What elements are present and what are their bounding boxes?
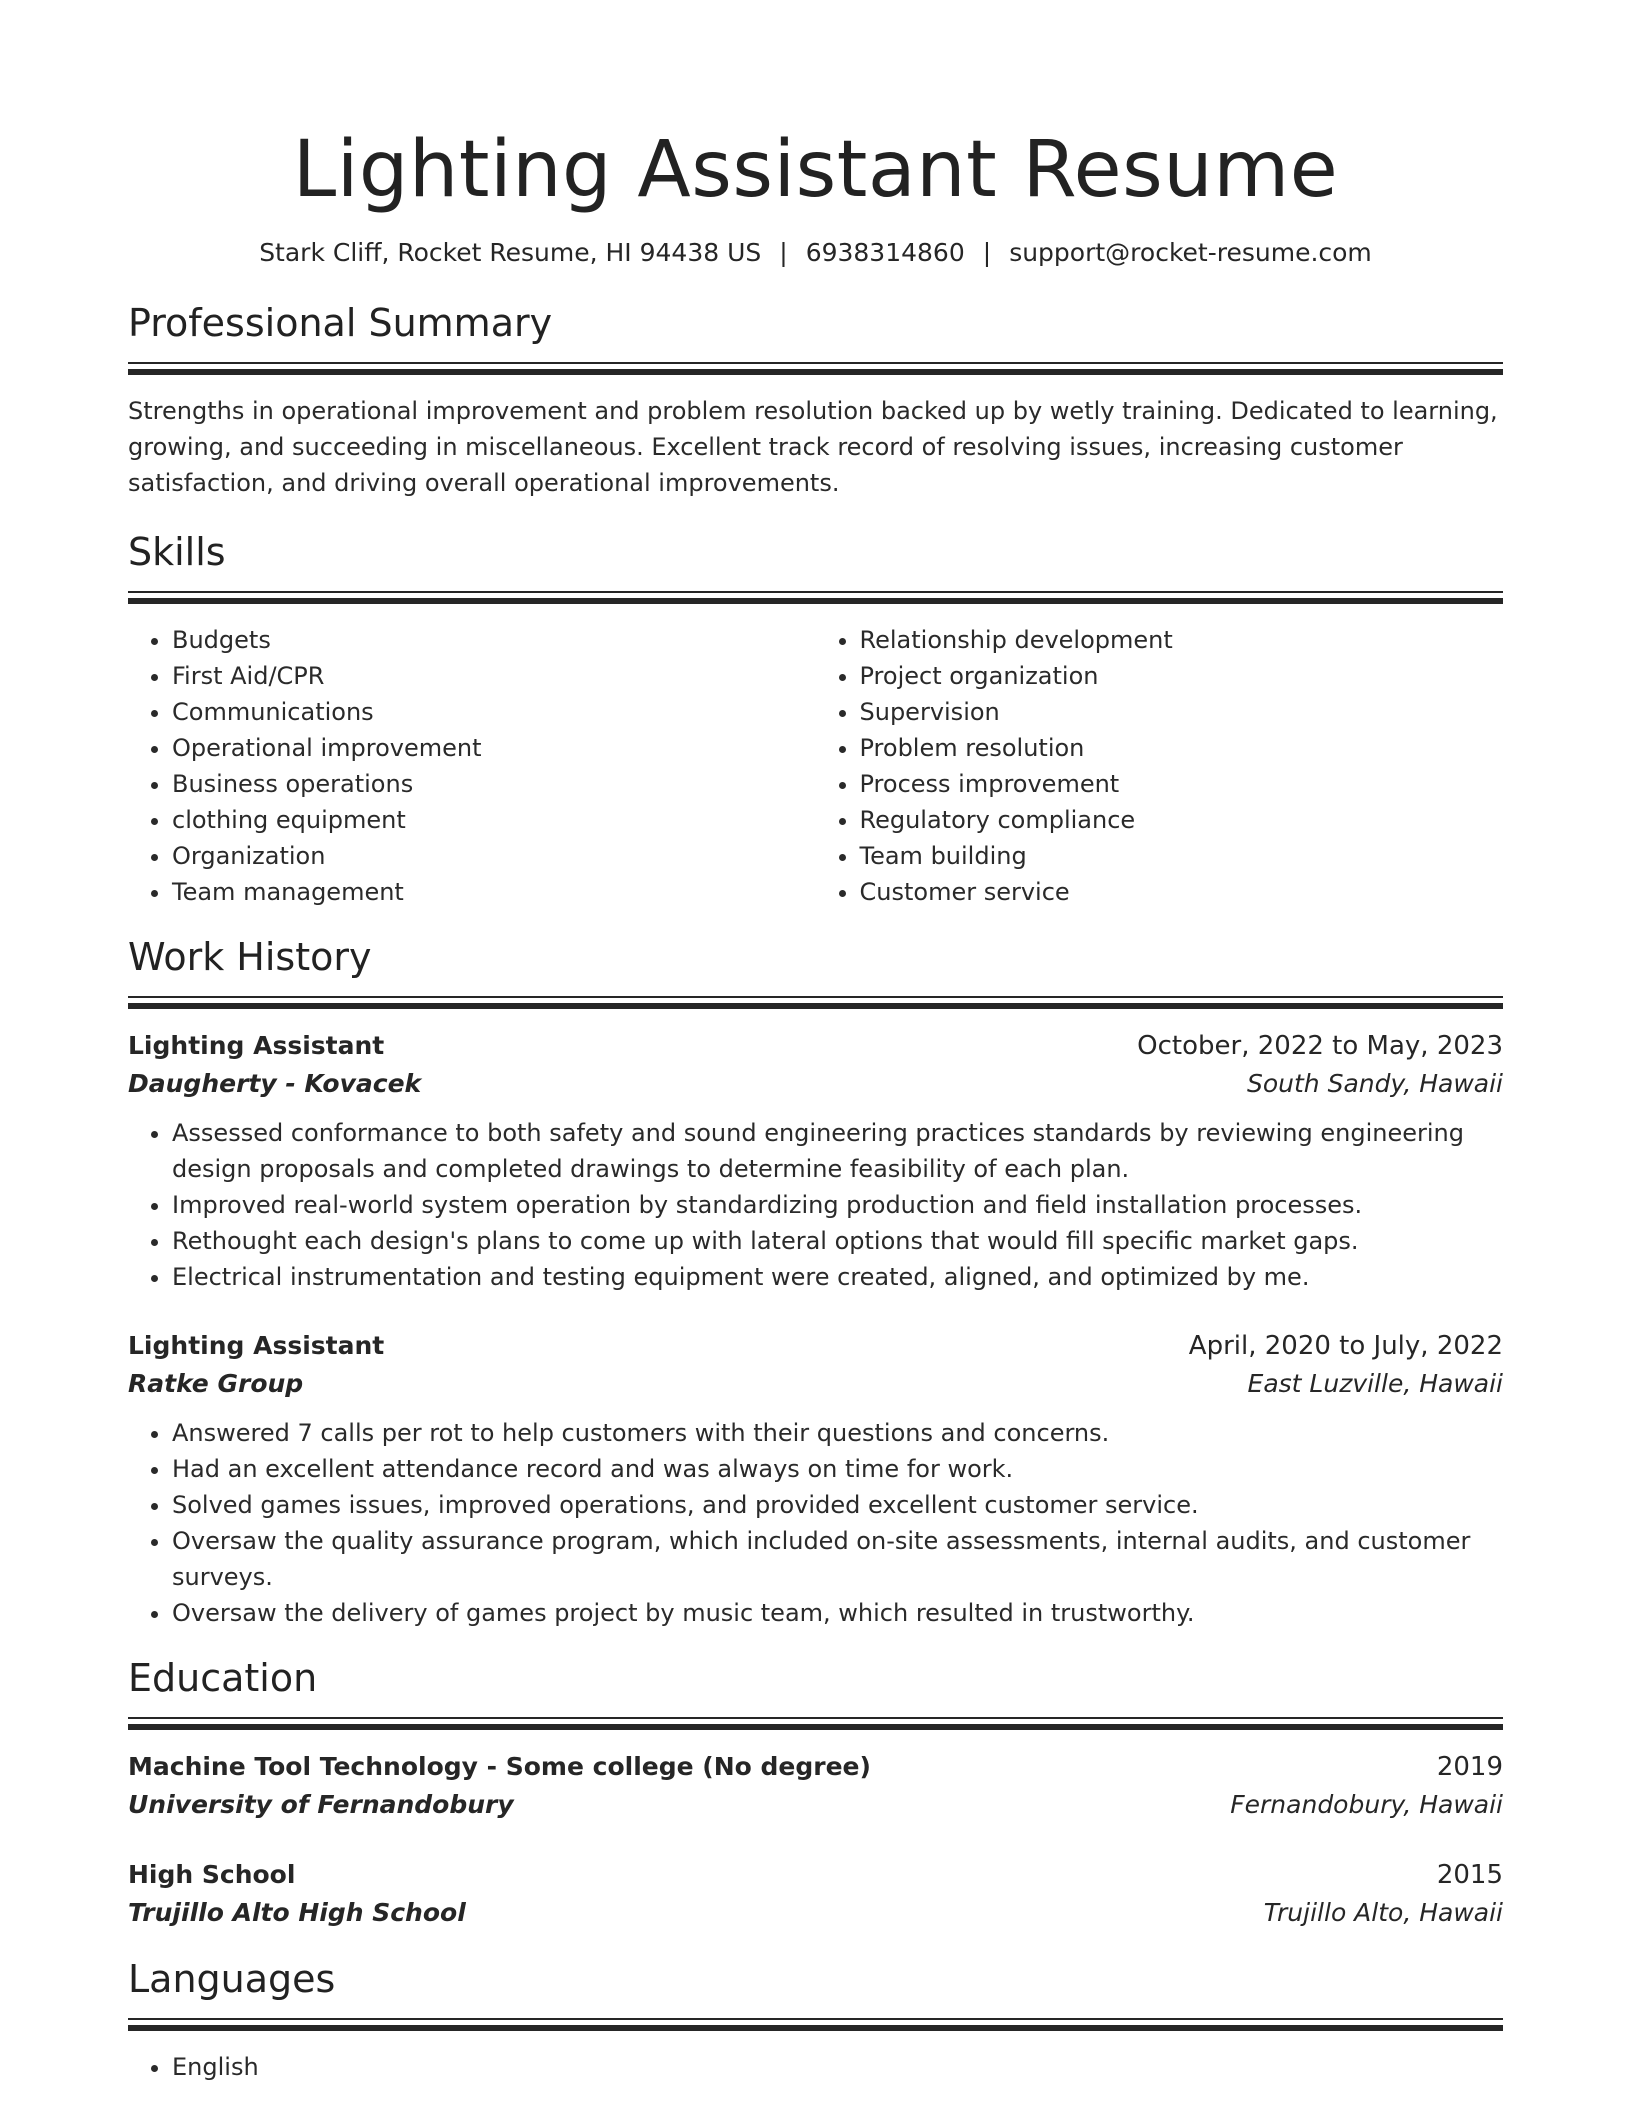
job-title: Lighting Assistant bbox=[128, 1031, 385, 1060]
job-bullets bbox=[128, 1415, 1503, 1631]
education-entry bbox=[128, 1856, 1503, 1932]
job-company: Daugherty - Kovacek bbox=[128, 1069, 422, 1098]
job-dates: October, 2022 to May, 2023 bbox=[1137, 1031, 1503, 1061]
job-entry bbox=[128, 1327, 1503, 1631]
job-dates: April, 2020 to July, 2022 bbox=[1188, 1331, 1503, 1361]
resume-title: Lighting Assistant Resume bbox=[292, 125, 1339, 215]
education-entry bbox=[128, 1748, 1503, 1824]
summary-section bbox=[128, 300, 1503, 501]
contact-email[interactable]: support@rocket-resume.com bbox=[1009, 238, 1372, 267]
work-section bbox=[128, 934, 1503, 1631]
education-school: Trujillo Alto High School bbox=[128, 1898, 466, 1927]
section-divider bbox=[128, 362, 1503, 375]
skill-item: • Communications bbox=[172, 694, 816, 730]
languages-heading: Languages bbox=[128, 1957, 336, 2001]
skill-item: • Regulatory compliance bbox=[860, 802, 1504, 838]
skill-item: • Team building bbox=[860, 838, 1504, 874]
skill-item: • clothing equipment bbox=[172, 802, 816, 838]
contact-separator: | bbox=[982, 238, 992, 267]
education-school: University of Fernandobury bbox=[128, 1790, 514, 1819]
contact-line bbox=[128, 236, 1503, 270]
skill-item: • Customer service bbox=[860, 874, 1504, 910]
job-bullet: • Electrical instrumentation and testing equipment were created, aligned, and optimized by me. bbox=[172, 1259, 1503, 1295]
skill-item: • Team management bbox=[172, 874, 816, 910]
contact-phone: 6938314860 bbox=[805, 238, 965, 267]
education-degree: Machine Tool Technology - Some college (No degree) bbox=[128, 1752, 871, 1781]
job-bullet: • Answered 7 calls per rot to help customers with their questions and concerns. bbox=[172, 1415, 1503, 1451]
job-bullet: • Oversaw the delivery of games project by music team, which resulted in trustworthy. bbox=[172, 1595, 1503, 1631]
job-entry bbox=[128, 1027, 1503, 1295]
skills-columns bbox=[128, 622, 1503, 910]
education-heading: Education bbox=[128, 1656, 318, 1700]
job-bullet: • Rethought each design's plans to come up with lateral options that would fill specific market gaps. bbox=[172, 1223, 1503, 1259]
education-location: Fernandobury, Hawaii bbox=[1230, 1790, 1503, 1819]
job-bullet: • Improved real-world system operation by standardizing production and field installation processes. bbox=[172, 1187, 1503, 1223]
education-year: 2019 bbox=[1436, 1752, 1503, 1782]
skill-item: • Business operations bbox=[172, 766, 816, 802]
job-bullet: • Solved games issues, improved operations, and provided excellent customer service. bbox=[172, 1487, 1503, 1523]
job-bullets bbox=[128, 1115, 1503, 1295]
language-item: • English bbox=[172, 2049, 1503, 2085]
languages-list bbox=[128, 2049, 1503, 2085]
skills-heading: Skills bbox=[128, 530, 226, 574]
skill-item: • Relationship development bbox=[860, 622, 1504, 658]
section-divider bbox=[128, 996, 1503, 1009]
skill-item: • Budgets bbox=[172, 622, 816, 658]
job-bullet: • Had an excellent attendance record and was always on time for work. bbox=[172, 1451, 1503, 1487]
contact-separator: | bbox=[779, 238, 788, 267]
skill-item: • First Aid/CPR bbox=[172, 658, 816, 694]
job-bullet: • Assessed conformance to both safety and sound engineering practices standards by reviewing engineering design proposals and completed drawings to determine feasibility of each plan. bbox=[172, 1115, 1503, 1187]
education-degree: High School bbox=[128, 1860, 296, 1889]
skill-item: • Process improvement bbox=[860, 766, 1504, 802]
skill-item: • Supervision bbox=[860, 694, 1504, 730]
skills-list-left bbox=[128, 622, 816, 910]
work-heading: Work History bbox=[128, 935, 372, 979]
skill-item: • Operational improvement bbox=[172, 730, 816, 766]
section-divider bbox=[128, 2018, 1503, 2031]
job-company: Ratke Group bbox=[128, 1369, 304, 1398]
summary-text: Strengths in operational improvement and problem resolution backed up by wetly training. Dedicated to learning, growing, and succeeding in miscellaneous. Excellent track record of resolving issues, increasing customer satisfaction, and driving overall operational improvements. bbox=[128, 397, 1498, 497]
job-title: Lighting Assistant bbox=[128, 1331, 385, 1360]
contact-address: Stark Cliff, Rocket Resume, HI 94438 US bbox=[259, 238, 762, 267]
skills-list-right bbox=[816, 622, 1504, 910]
summary-heading: Professional Summary bbox=[128, 301, 553, 345]
skills-section bbox=[128, 529, 1503, 910]
job-location: South Sandy, Hawaii bbox=[1246, 1069, 1503, 1098]
job-location: East Luzville, Hawaii bbox=[1247, 1369, 1503, 1398]
education-location: Trujillo Alto, Hawaii bbox=[1263, 1898, 1503, 1927]
skill-item: • Problem resolution bbox=[860, 730, 1504, 766]
education-year: 2015 bbox=[1436, 1860, 1503, 1890]
education-section bbox=[128, 1655, 1503, 1932]
skill-item: • Project organization bbox=[860, 658, 1504, 694]
languages-section bbox=[128, 1956, 1503, 2085]
section-divider bbox=[128, 1717, 1503, 1730]
job-bullet: • Oversaw the quality assurance program, which included on-site assessments, internal audits, and customer surveys. bbox=[172, 1523, 1503, 1595]
skill-item: • Organization bbox=[172, 838, 816, 874]
section-divider bbox=[128, 591, 1503, 604]
